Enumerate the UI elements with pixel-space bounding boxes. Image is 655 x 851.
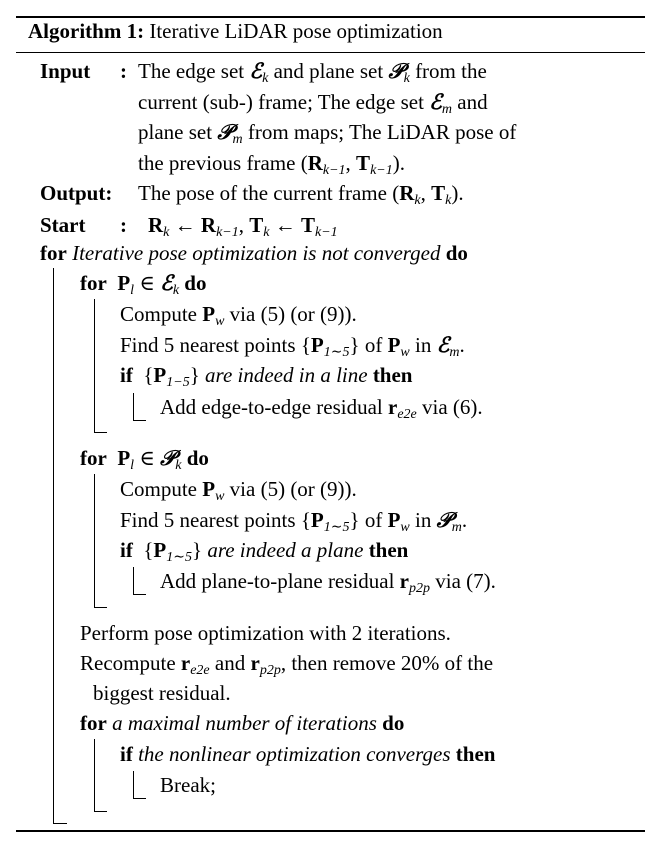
plane-for-line: for $P_l$ ∈ 𝒫$_k$ do <box>80 445 209 473</box>
edge-compute-line: Compute $P_w$ via (5) (or (9)). <box>120 302 357 329</box>
start-colon: : <box>120 213 127 237</box>
plane-compute-line: Compute $P_w$ via (5) (or (9)). <box>120 477 357 504</box>
converge-if-line: if the nonlinear optimization converges then <box>120 742 496 766</box>
biggest-line: biggest residual. <box>93 681 231 705</box>
plane-block-end <box>94 607 107 608</box>
edge-if-line: if $\{P_{1-5}\}$ are indeed in a line then <box>120 363 413 390</box>
edge-if-bar <box>133 393 134 421</box>
output-keyword: Output: <box>40 181 113 205</box>
start-line <box>40 210 86 240</box>
plane-if-line: if $\{P_{1\sim 5}\}$ are indeed a plane then <box>120 538 409 565</box>
outer-block-end <box>53 823 67 824</box>
title-rule <box>16 52 645 53</box>
plane-add-line: Add plane-to-plane residual $r_{p2p}$ via (7). <box>160 569 496 596</box>
start-text: $R_k$ ← $R_{k-1}$, $T_k$ ← $T_{k-1}$ <box>148 213 338 240</box>
converge-if-end <box>133 798 146 799</box>
start-keyword: Start <box>40 213 86 237</box>
maxiter-block-end <box>94 811 107 812</box>
recompute-line: Recompute $r_{e2e}$ and $r_{p2p}$, then remove 20% of the <box>80 651 494 678</box>
output-text: The pose of the current frame ($R_k$, $T_k$). <box>138 181 464 208</box>
input-colon: : <box>120 59 127 83</box>
input-line-1 <box>40 56 90 86</box>
maxiter-for-line: for a maximal number of iterations do <box>80 711 405 735</box>
output-line <box>40 178 112 208</box>
algorithm-title <box>28 16 443 46</box>
break-line: Break; <box>160 773 216 797</box>
plane-if-end <box>133 594 146 595</box>
maxiter-block-bar <box>94 739 95 812</box>
converge-if-bar <box>133 771 134 799</box>
input-text-3: plane set 𝒫$_m$ from maps; The LiDAR pose of <box>138 119 517 147</box>
algorithm-name: Iterative LiDAR pose optimization <box>149 19 443 43</box>
edge-block-bar <box>94 299 95 433</box>
algorithm-label: Algorithm 1: <box>28 19 145 43</box>
edge-find-line: Find 5 nearest points $\{P_{1\sim 5}\}$ of $P_w$ in ℰ$_m$. <box>120 332 465 360</box>
input-text-1: The edge set ℰ$_k$ and plane set 𝒫$_k$ from the <box>138 58 487 86</box>
plane-block-bar <box>94 474 95 608</box>
edge-if-end <box>133 420 146 421</box>
edge-block-end <box>94 432 107 433</box>
edge-for-line: for $P_l$ ∈ ℰ$_k$ do <box>80 270 207 298</box>
perform-line: Perform pose optimization with 2 iterations. <box>80 621 451 645</box>
input-text-2: current (sub-) frame; The edge set ℰ$_m$ and <box>138 89 488 117</box>
edge-add-line: Add edge-to-edge residual $r_{e2e}$ via (6). <box>160 395 483 422</box>
outer-for-line: for Iterative pose optimization is not converged do <box>40 241 468 265</box>
input-keyword: Input <box>40 59 91 83</box>
outer-block-bar <box>53 268 54 824</box>
input-text-4: the previous frame ($R_{k-1}$, $T_{k-1}$). <box>138 151 405 178</box>
plane-find-line: Find 5 nearest points $\{P_{1\sim 5}\}$ of $P_w$ in 𝒫$_m$. <box>120 507 468 535</box>
bottom-rule <box>16 830 645 832</box>
plane-if-bar <box>133 567 134 595</box>
